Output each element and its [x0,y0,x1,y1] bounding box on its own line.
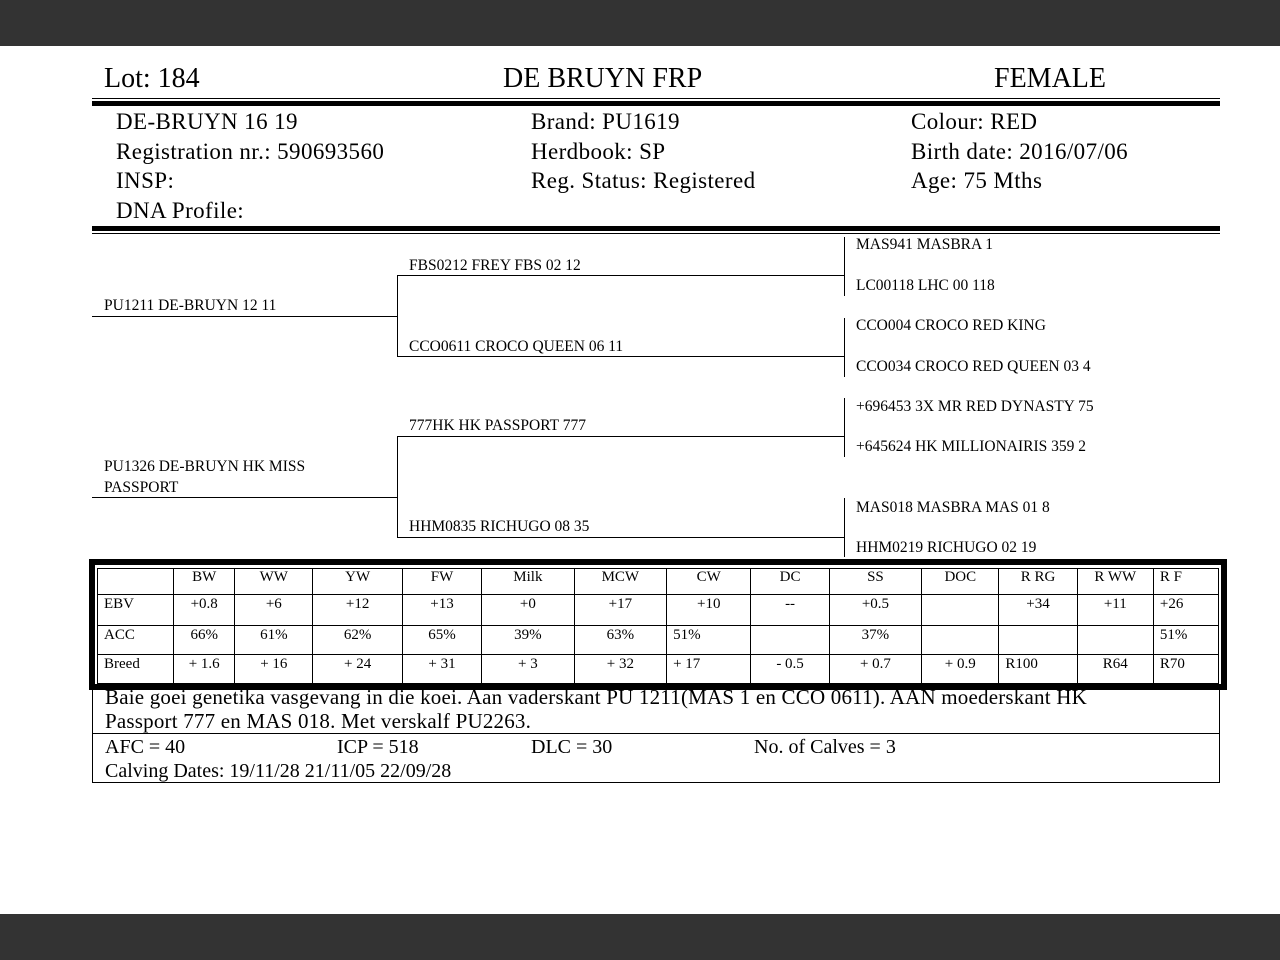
ebv-header-cell: CW [667,569,751,595]
ebv-cell: +13 [402,595,481,626]
acc-cell [999,626,1077,655]
ebv-cell: +26 [1153,595,1218,626]
ebv-cell: EBV [98,595,174,626]
ebv-cell: +0.8 [174,595,235,626]
pedigree-dd-line [397,537,845,538]
pedigree-dam-line [92,497,398,498]
ebv-row [98,595,1219,626]
ebv-cell: +11 [1077,595,1153,626]
calves-count: No. of Calves = 3 [754,736,896,758]
ebv-header-cell: R F [1153,569,1218,595]
ebv-table [97,568,1219,684]
animal-name: DE-BRUYN 16 19 [116,109,298,134]
ebv-header-cell: DC [751,569,829,595]
reg-status: Reg. Status: Registered [531,168,756,193]
acc-cell: 66% [174,626,235,655]
pedigree-dam-line2: PASSPORT [104,479,179,496]
info-rule-thick [92,226,1220,231]
ebv-cell: +0.5 [829,595,921,626]
bottom-bar [0,914,1280,960]
breed-cell: + 32 [574,655,666,684]
pedigree-gen3-5: +696453 3X MR RED DYNASTY 75 [856,398,1094,415]
ebv-cell: +10 [667,595,751,626]
ebv-header-cell: BW [174,569,235,595]
ebv-cell: +17 [574,595,666,626]
breed-cell: + 1.6 [174,655,235,684]
ebv-header-row [98,569,1219,595]
pedigree-gen3-2: LC00118 LHC 00 118 [856,277,995,294]
icp-value: ICP = 518 [337,736,419,758]
pedigree-ss-connector [844,237,845,296]
remarks-box [92,684,1220,783]
ebv-header-cell [98,569,174,595]
registration-number: Registration nr.: 590693560 [116,139,385,164]
acc-cell: 65% [402,626,481,655]
pedigree-gen3-3: CCO004 CROCO RED KING [856,317,1046,334]
acc-cell: 39% [482,626,574,655]
breed-cell: - 0.5 [751,655,829,684]
ebv-cell: -- [751,595,829,626]
pedigree-ds-connector [844,398,845,457]
breed-cell: + 17 [667,655,751,684]
pedigree-dam-connector [397,437,398,538]
ebv-header-cell: Milk [482,569,574,595]
header-rule-thin [92,98,1220,99]
breed-cell: R70 [1153,655,1218,684]
acc-cell: 63% [574,626,666,655]
pedigree-ds-line [397,436,845,437]
breed-cell: + 16 [235,655,313,684]
ebv-cell: +6 [235,595,313,626]
ebv-cell [922,595,999,626]
breed-cell: + 24 [313,655,402,684]
acc-cell: 62% [313,626,402,655]
ebv-cell: +12 [313,595,402,626]
remarks-line1: Baie goei genetika vasgevang in die koei. Aan vaderskant PU 1211(MAS 1 en CCO 0611). AAN moederskant HK [105,685,1087,709]
pedigree-dam-dam: HHM0835 RICHUGO 08 35 [409,518,590,535]
acc-cell: 61% [235,626,313,655]
pedigree-dd-connector [844,498,845,557]
pedigree-ss-line [397,275,845,276]
birth-date: Birth date: 2016/07/06 [911,139,1129,164]
acc-cell: 51% [1153,626,1218,655]
ebv-header-cell: WW [235,569,313,595]
pedigree-sire-sire: FBS0212 FREY FBS 02 12 [409,257,581,274]
calving-dates: Calving Dates: 19/11/28 21/11/05 22/09/28 [105,760,452,782]
pedigree-gen3-4: CCO034 CROCO RED QUEEN 03 4 [856,358,1091,375]
pedigree-gen3-7: MAS018 MASBRA MAS 01 8 [856,499,1050,516]
pedigree-dam-sire: 777HK HK PASSPORT 777 [409,417,586,434]
top-bar [0,0,1280,46]
dlc-value: DLC = 30 [531,736,613,758]
age: Age: 75 Mths [911,168,1043,193]
pedigree-sire-line [92,316,398,317]
acc-cell: 51% [667,626,751,655]
remarks-separator [93,733,1219,734]
breed-cell: + 0.7 [829,655,921,684]
pedigree-sire: PU1211 DE-BRUYN 12 11 [104,297,277,314]
ebv-cell: +34 [999,595,1077,626]
acc-row [98,626,1219,655]
breed-cell: R64 [1077,655,1153,684]
ebv-table-frame [89,559,1227,690]
breed-cell: R100 [999,655,1077,684]
ebv-header-cell: R RG [999,569,1077,595]
pedigree-dam-line1: PU1326 DE-BRUYN HK MISS [104,458,306,475]
acc-cell [922,626,999,655]
pedigree-sire-connector [397,276,398,357]
ebv-header-cell: YW [313,569,402,595]
ebv-header-cell: MCW [574,569,666,595]
insp-label: INSP: [116,168,175,193]
acc-cell: ACC [98,626,174,655]
acc-cell [1077,626,1153,655]
ebv-header-cell: R WW [1077,569,1153,595]
ebv-header-cell: SS [829,569,921,595]
breed-cell: + 3 [482,655,574,684]
breeder-name: DE BRUYN FRP [503,63,703,94]
pedigree-gen3-6: +645624 HK MILLIONAIRIS 359 2 [856,438,1087,455]
acc-cell [751,626,829,655]
pedigree-sire-dam: CCO0611 CROCO QUEEN 06 11 [409,338,624,355]
acc-cell: 37% [829,626,921,655]
pedigree-sd-line [397,356,845,357]
breed-cell: + 31 [402,655,481,684]
animal-sex: FEMALE [994,63,1106,94]
remarks-line2: Passport 777 en MAS 018. Met verskalf PU2263. [105,709,532,733]
lot-number: Lot: 184 [104,63,200,94]
afc-value: AFC = 40 [105,736,186,758]
ebv-header-cell: FW [402,569,481,595]
ebv-header-cell: DOC [922,569,999,595]
brand: Brand: PU1619 [531,109,680,134]
breed-row [98,655,1219,684]
ebv-cell: +0 [482,595,574,626]
breed-cell: Breed [98,655,174,684]
colour: Colour: RED [911,109,1038,134]
pedigree-sd-connector [844,318,845,377]
header-rule-thick [92,101,1220,106]
info-rule-thin [92,233,1220,234]
pedigree-gen3-1: MAS941 MASBRA 1 [856,236,993,253]
dna-profile-label: DNA Profile: [116,198,245,223]
herdbook: Herdbook: SP [531,139,666,164]
pedigree-gen3-8: HHM0219 RICHUGO 02 19 [856,539,1037,556]
breed-cell: + 0.9 [922,655,999,684]
